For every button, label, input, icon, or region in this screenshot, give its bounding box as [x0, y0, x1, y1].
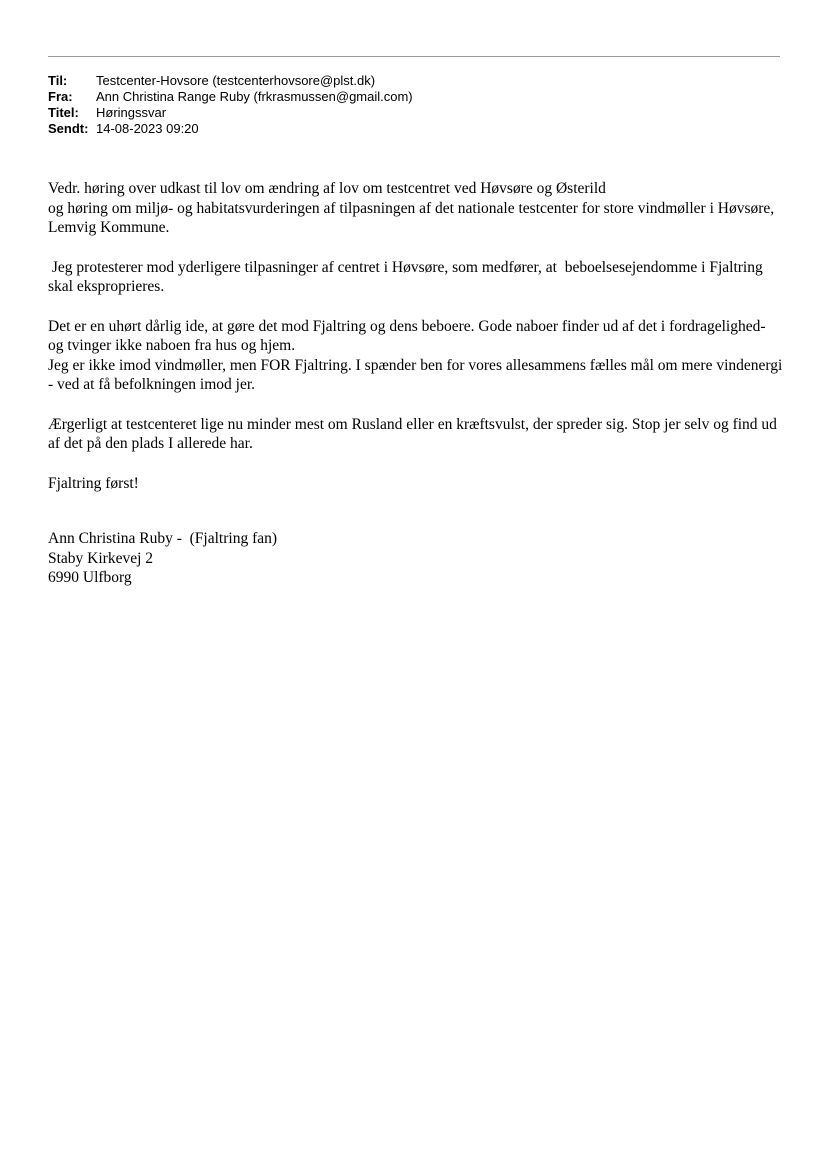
body-line: Jeg er ikke imod vindmøller, men FOR Fjaltring. I spænder ben for vores allesammens fælles mål om mere vindenergi - ved at få befolkningen imod jer.	[48, 356, 787, 393]
title-value: Høringssvar	[96, 105, 167, 120]
body-line: Fjaltring først!	[48, 474, 139, 492]
paragraph-closing	[48, 474, 784, 494]
paragraph-subject	[48, 179, 784, 238]
to-value: Testcenter-Hovsore (testcenterhovsore@plst.dk)	[96, 73, 376, 88]
to-label: Til:	[48, 73, 68, 88]
title-label: Titel:	[48, 105, 79, 120]
title-row	[48, 105, 413, 121]
paragraph-argument	[48, 317, 787, 395]
signature-street: Staby Kirkevej 2	[48, 549, 154, 567]
from-label: Fra:	[48, 89, 73, 104]
sent-row	[48, 121, 413, 137]
header-divider	[48, 56, 780, 57]
signature-city: 6990 Ulfborg	[48, 569, 132, 586]
sent-value: 14-08-2023 09:20	[96, 121, 199, 136]
body-line: Vedr. høring over udkast til lov om ændring af lov om testcentret ved Høvsøre og Østerild	[48, 180, 606, 197]
signature-name: Ann Christina Ruby - (Fjaltring fan)	[48, 530, 278, 547]
body-line: Det er en uhørt dårlig ide, at gøre det mod Fjaltring og dens beboere. Gode naboer finder ud af det i fordragelighed- og tvinger ikke naboen fra hus og hjem.	[48, 317, 770, 354]
from-value: Ann Christina Range Ruby (frkrasmussen@gmail.com)	[96, 89, 413, 104]
to-row	[48, 73, 413, 89]
body-line: Ærgerligt at testcenteret lige nu minder mest om Rusland eller en kræftsvulst, der spreder sig. Stop jer selv og find ud af det på den plads I allerede har.	[48, 415, 781, 452]
email-header	[48, 73, 413, 137]
body-line: og høring om miljø- og habitatsvurderingen af tilpasningen af det nationale testcenter for store vindmøller i Høvsøre, Lemvig Kommune.	[48, 199, 779, 236]
email-body	[48, 179, 787, 588]
from-row	[48, 89, 413, 105]
body-line: Jeg protesterer mod yderligere tilpasninger af centret i Høvsøre, som medfører, at beboelsesejendomme i Fjaltring skal eksproprieres.	[48, 258, 767, 295]
signature-block	[48, 529, 784, 588]
sent-label: Sendt:	[48, 121, 89, 136]
paragraph-complaint	[48, 415, 784, 454]
paragraph-protest	[48, 258, 784, 297]
